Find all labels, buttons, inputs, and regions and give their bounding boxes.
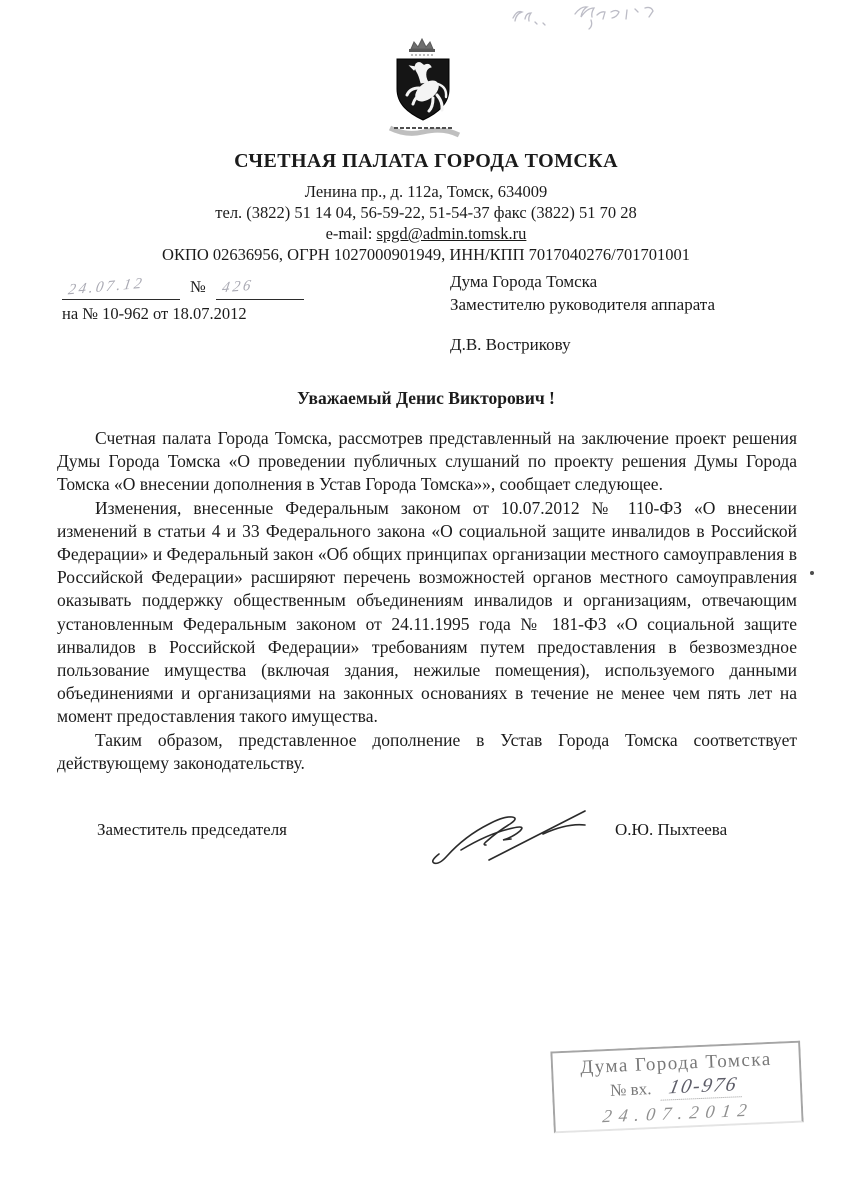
registration-codes: ОКПО 02636956, ОГРН 1027000901949, ИНН/КПП 7017040276/701701001: [162, 245, 690, 264]
incoming-registration-stamp: [550, 1041, 803, 1134]
stamp-date: 24.07.2012: [601, 1099, 755, 1127]
crown-icon: [409, 39, 435, 55]
letterhead: [0, 36, 852, 265]
stamp-incoming-number-label: № вх.: [609, 1079, 652, 1100]
stamp-organization: Дума Города Томска: [579, 1048, 773, 1079]
handwritten-signature: [425, 790, 600, 868]
recipient-name: Д.В. Вострикову: [450, 335, 571, 354]
paragraph-1: Счетная палата Города Томска, рассмотрев представленный на заключение проект решения Думы Города Томска «О проведении публичных слушаний по проекту решения Думы Города Томска «О внесении дополнения в Устав Города Томска»», сообщает следующее.: [57, 428, 797, 495]
signer-position: Заместитель председателя: [97, 820, 287, 839]
illegible-pencil-annotation: [505, 2, 695, 32]
phone-fax-line: тел. (3822) 51 14 04, 56-59-22, 51-54-37 факс (3822) 51 70 28: [215, 203, 637, 222]
letter-body: [57, 427, 797, 775]
paragraph-2: Изменения, внесенные Федеральным законом от 10.07.2012 № 110-ФЗ «О внесении изменений в статьи 4 и 33 Федерального закона «О социальной защите инвалидов в Российской Федерации» и Федеральный закон «Об общих принципах организации местного самоуправления в Российской Федерации» расширяют перечень возможностей органов местного самоуправления оказывать поддержку общественным объединениям инвалидов и организациям, отвечающим установленным Федеральным законом от 24.11.1995 года № 181-ФЗ «О социальной защите инвалидов в Российской Федерации» требованиям путем предоставления в безвозмездное пользование имущества (включая здания, нежилые помещения), используемого данными объединениями и организациями на законных основаниях в течение не менее чем пять лет на момент предоставления такого имущества.: [57, 497, 797, 727]
email-label: e-mail:: [325, 224, 377, 243]
email-address[interactable]: spgd@admin.tomsk.ru: [376, 224, 527, 243]
organization-name: СЧЕТНАЯ ПАЛАТА ГОРОДА ТОМСКА: [234, 150, 618, 172]
date-blank-line: [62, 272, 180, 300]
paragraph-3: Таким образом, представленное дополнение в Устав Города Томска соответствует действующему законодательству.: [57, 729, 797, 773]
recipient-block: [450, 270, 790, 356]
email-line: [0, 223, 852, 244]
signer-name: О.Ю. Пыхтеева: [615, 820, 728, 839]
ribbon-banner: [390, 128, 459, 135]
number-blank-line: [216, 272, 304, 300]
scan-artifact-dot: [810, 571, 814, 575]
recipient-position: Заместителю руководителя аппарата: [450, 295, 715, 314]
tomsk-coat-of-arms: [380, 36, 472, 138]
postal-address: Ленина пр., д. 112а, Томск, 634009: [304, 182, 548, 201]
handwritten-outgoing-number: 426: [220, 277, 255, 297]
reply-to-reference: на № 10-962 от 18.07.2012: [62, 304, 247, 323]
salutation: Уважаемый Денис Викторович !: [297, 388, 555, 408]
outgoing-reference-block: [62, 270, 362, 356]
recipient-organization: Дума Города Томска: [450, 272, 598, 291]
handwritten-date: 24.07.12: [66, 275, 146, 299]
stamp-incoming-number-value: 10-976: [661, 1073, 747, 1101]
number-sign: №: [190, 277, 206, 296]
